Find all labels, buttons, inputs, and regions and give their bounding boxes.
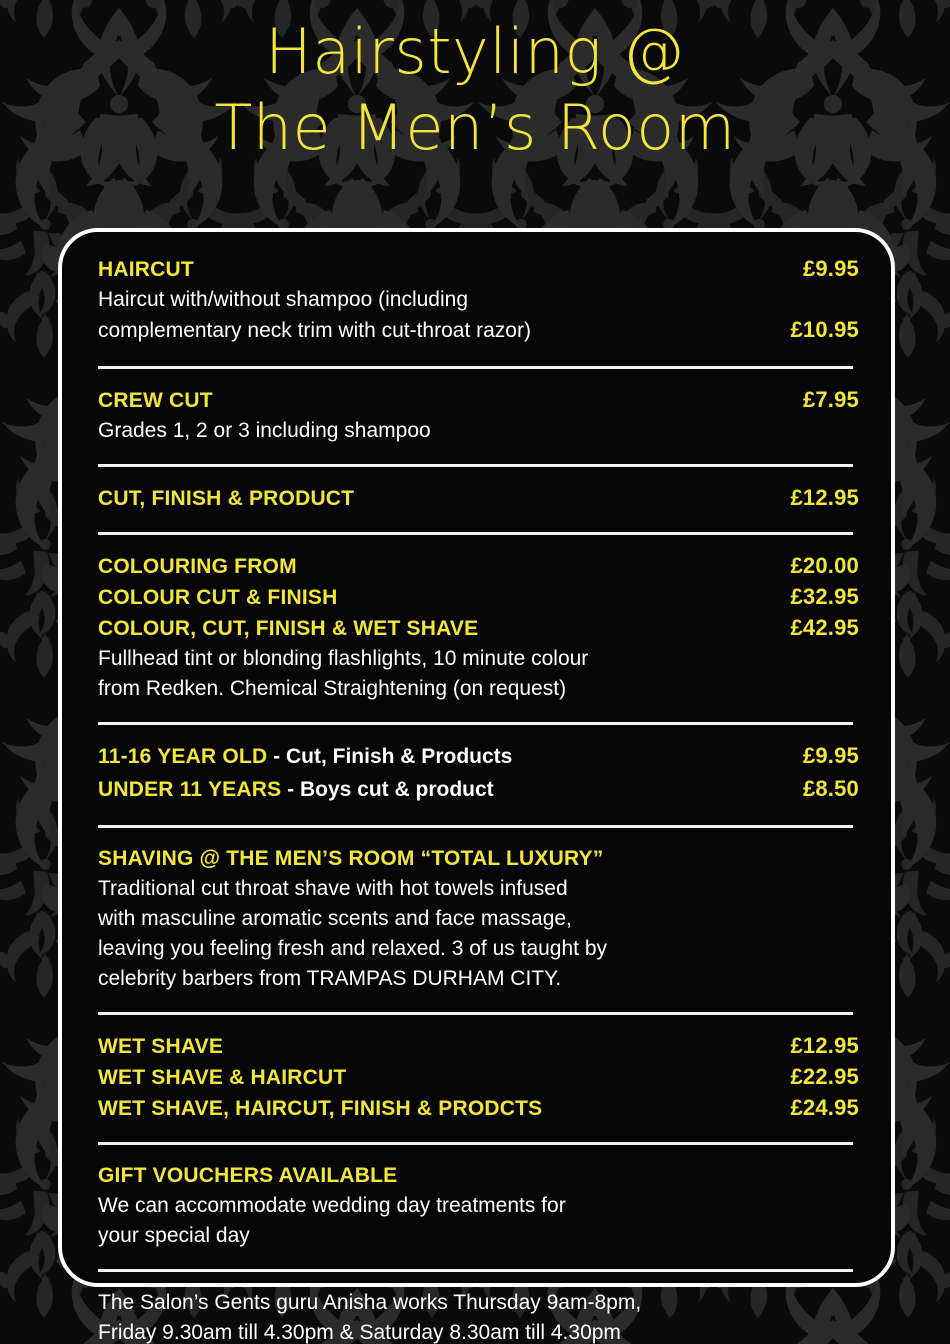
youth-heading-0: 11-16 YEAR OLD xyxy=(98,745,268,768)
gift-vouchers-heading: GIFT VOUCHERS AVAILABLE xyxy=(98,1164,398,1187)
youth-row-1 xyxy=(98,774,859,807)
haircut-price-2: £10.95 xyxy=(790,317,859,342)
youth-heading-1: UNDER 11 YEARS xyxy=(98,778,282,801)
section-shaving xyxy=(98,844,859,994)
youth-price-1: £8.50 xyxy=(802,776,859,801)
section-youth-prices xyxy=(98,741,859,807)
youth-row-0 xyxy=(98,741,859,774)
opening-hours-line-1: The Salon’s Gents guru Anisha works Thursday 9am-8pm, xyxy=(98,1291,642,1314)
cut-finish-product-row xyxy=(98,483,859,514)
wet-shave-row-2 xyxy=(98,1093,859,1124)
section-haircut xyxy=(98,254,859,346)
crew-cut-heading: CREW CUT xyxy=(98,389,213,412)
colouring-price-1: £32.95 xyxy=(790,584,859,609)
crew-cut-desc: Grades 1, 2 or 3 including shampoo xyxy=(98,419,431,442)
colouring-row-1 xyxy=(98,582,859,613)
colouring-desc-line-1: Fullhead tint or blonding flashlights, 10 minute colour xyxy=(98,647,589,670)
haircut-desc-line-2: complementary neck trim with cut-throat razor) xyxy=(98,319,531,342)
colouring-label-0: COLOURING FROM xyxy=(98,555,297,578)
colouring-price-0: £20.00 xyxy=(790,553,859,578)
shaving-desc-line-0: Traditional cut throat shave with hot towels infused xyxy=(98,877,568,900)
gift-vouchers-heading-row xyxy=(98,1161,859,1191)
wet-shave-price-0: £12.95 xyxy=(790,1033,859,1058)
section-cut-finish-product xyxy=(98,483,859,514)
colouring-row-0 xyxy=(98,551,859,582)
youth-price-0: £9.95 xyxy=(802,743,859,768)
youth-sub-1: - Boys cut & product xyxy=(281,778,494,801)
wet-shave-label-1: WET SHAVE & HAIRCUT xyxy=(98,1066,347,1089)
colouring-price-2: £42.95 xyxy=(790,615,859,640)
cut-finish-product-heading: CUT, FINISH & PRODUCT xyxy=(98,487,355,510)
poster-title xyxy=(0,14,950,166)
wet-shave-price-1: £22.95 xyxy=(790,1064,859,1089)
colouring-label-1: COLOUR CUT & FINISH xyxy=(98,586,338,609)
haircut-desc-row-1 xyxy=(98,285,859,315)
section-opening-hours xyxy=(98,1288,859,1344)
colouring-desc-row-2 xyxy=(98,674,859,704)
shaving-desc-line-3: celebrity barbers from TRAMPAS DURHAM CITY. xyxy=(98,967,562,990)
wet-shave-row-1 xyxy=(98,1062,859,1093)
section-colouring xyxy=(98,551,859,704)
crew-cut-heading-row xyxy=(98,385,859,416)
shaving-desc-line-1: with masculine aromatic scents and face massage, xyxy=(98,907,572,930)
wet-shave-row-0 xyxy=(98,1031,859,1062)
colouring-desc-row-1 xyxy=(98,644,859,674)
crew-cut-desc-row xyxy=(98,416,859,446)
title-line-2: The Men’s Room xyxy=(214,91,736,164)
haircut-heading-row xyxy=(98,254,859,285)
title-line-1: Hairstyling @ xyxy=(265,15,685,88)
gift-vouchers-desc-line-2: your special day xyxy=(98,1224,250,1247)
haircut-heading: HAIRCUT xyxy=(98,258,194,281)
shaving-heading: SHAVING @ THE MEN’S ROOM “TOTAL LUXURY” xyxy=(98,847,604,870)
colouring-row-2 xyxy=(98,613,859,644)
wet-shave-label-2: WET SHAVE, HAIRCUT, FINISH & PRODCTS xyxy=(98,1097,543,1120)
gift-vouchers-desc-line-1: We can accommodate wedding day treatments for xyxy=(98,1194,566,1217)
haircut-desc-row-2 xyxy=(98,315,859,346)
shaving-desc-line-2: leaving you feeling fresh and relaxed. 3 of us taught by xyxy=(98,937,608,960)
shaving-heading-row xyxy=(98,844,859,874)
wet-shave-price-2: £24.95 xyxy=(790,1095,859,1120)
haircut-price-1: £9.95 xyxy=(802,256,859,281)
section-crew-cut xyxy=(98,385,859,446)
cut-finish-product-price: £12.95 xyxy=(790,485,859,510)
youth-sub-0: - Cut, Finish & Products xyxy=(267,745,513,768)
wet-shave-label-0: WET SHAVE xyxy=(98,1035,224,1058)
opening-hours-line-2: Friday 9.30am till 4.30pm & Saturday 8.30am till 4.30pm xyxy=(98,1321,621,1344)
haircut-desc-line-1: Haircut with/without shampoo (including xyxy=(98,288,469,311)
colouring-label-2: COLOUR, CUT, FINISH & WET SHAVE xyxy=(98,617,479,640)
section-wet-shave xyxy=(98,1031,859,1124)
menu-card xyxy=(58,228,895,1344)
section-gift-vouchers xyxy=(98,1161,859,1251)
crew-cut-price: £7.95 xyxy=(802,387,859,412)
colouring-desc-line-2: from Redken. Chemical Straightening (on request) xyxy=(98,677,567,700)
